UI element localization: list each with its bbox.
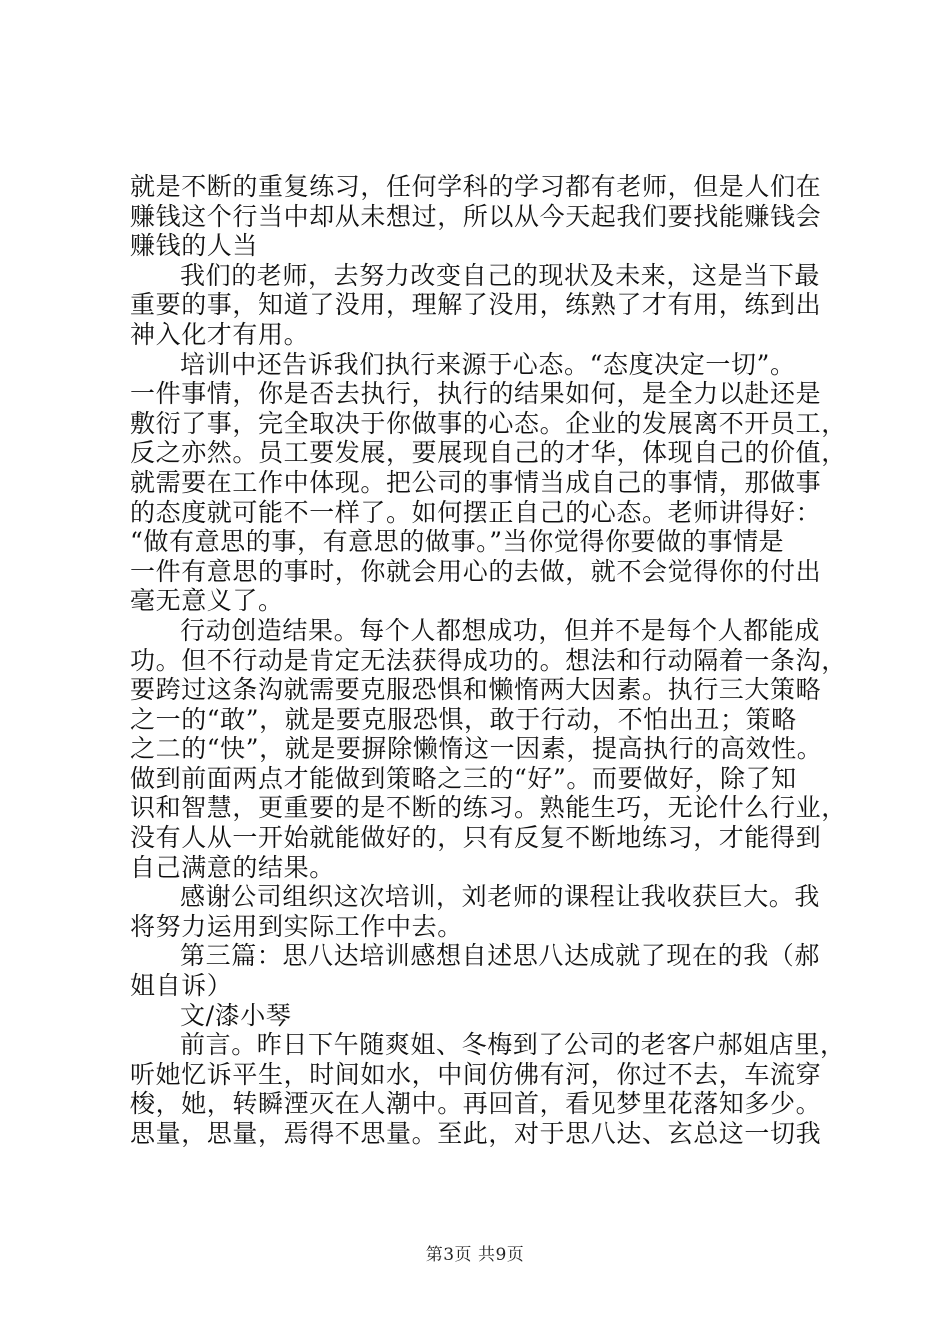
page-footer — [0, 1244, 950, 1266]
paragraph — [130, 349, 847, 616]
paragraph — [130, 941, 830, 1000]
document-body — [130, 172, 847, 1149]
text-line: 毫无意义了。 — [130, 586, 284, 616]
text-line: 梭，她，转瞬湮灭在人潮中。再回首，看见梦里花落知多少。 — [130, 1089, 822, 1119]
text-line: 没有人从一开始就能做好的，只有反复不断地练习，才能得到 — [130, 823, 822, 853]
text-line: 的态度就可能不一样了。如何摆正自己的心态。老师讲得好： — [130, 497, 822, 527]
text-line: 功。但不行动是肯定无法获得成功的。想法和行动隔着一条沟， — [130, 645, 847, 675]
text-line: 敷衍了事，完全取决于你做事的心态。企业的发展离不开员工， — [130, 408, 847, 438]
text-line: 第三篇：思八达培训感想自述思八达成就了现在的我（郝 — [180, 941, 821, 971]
text-line: 培训中还告诉我们执行来源于心态。“态度决定一切”。 — [180, 349, 796, 379]
text-line: 要跨过这条沟就需要克服恐惧和懒惰两大因素。执行三大策略 — [130, 675, 822, 705]
text-line: 一件有意思的事时，你就会用心的去做，就不会觉得你的付出 — [130, 556, 822, 586]
text-line: 前言。昨日下午随爽姐、冬梅到了公司的老客户郝姐店里， — [180, 1030, 846, 1060]
paragraph — [130, 882, 830, 941]
text-line: 思量，思量，焉得不思量。至此，对于思八达、玄总这一切我 — [130, 1119, 822, 1148]
text-line: 赚钱这个行当中却从未想过，所以从今天起我们要找能赚钱会 — [130, 201, 822, 231]
paragraph — [130, 1001, 830, 1031]
text-line: 就是不断的重复练习，任何学科的学习都有老师，但是人们在 — [130, 172, 822, 201]
text-line: 行动创造结果。每个人都想成功，但并不是每个人都能成 — [180, 615, 821, 645]
page-number-label: 第3页 共9页 — [425, 1245, 525, 1265]
text-line: 我们的老师，去努力改变自己的现状及未来，这是当下最 — [180, 260, 821, 290]
text-line: 重要的事，知道了没用，理解了没用，练熟了才有用，练到出 — [130, 290, 822, 320]
text-line: 听她忆诉平生，时间如水，中间仿佛有河，你过不去，车流穿 — [130, 1059, 822, 1089]
text-line: 之二的“快”，就是要摒除懒惰这一因素，提高执行的高效性。 — [130, 734, 823, 764]
text-line: 将努力运用到实际工作中去。 — [130, 911, 463, 941]
paragraph — [130, 172, 830, 261]
text-line: 赚钱的人当 — [130, 231, 259, 261]
text-line: 神入化才有用。 — [130, 319, 310, 349]
text-line: 就需要在工作中体现。把公司的事情当成自己的事情，那做事 — [130, 467, 822, 497]
text-line: 姐自诉） — [130, 971, 233, 1001]
text-line: “做有意思的事，有意思的做事。”当你觉得你要做的事情是 — [130, 527, 785, 557]
paragraph — [130, 261, 830, 350]
paragraph — [130, 1030, 846, 1148]
text-line: 一件事情，你是否去执行，执行的结果如何，是全力以赴还是 — [130, 379, 822, 409]
text-line: 自己满意的结果。 — [130, 852, 335, 882]
text-line: 做到前面两点才能做到策略之三的“好”。而要做好，除了知 — [130, 763, 797, 793]
text-line: 反之亦然。员工要发展，要展现自己的才华，体现自己的价值， — [130, 438, 847, 468]
paragraph — [130, 615, 847, 882]
text-line: 之一的“敢”，就是要克服恐惧，敢于行动，不怕出丑；策略 — [130, 704, 797, 734]
text-line: 识和智慧，更重要的是不断的练习。熟能生巧，无论什么行业， — [130, 793, 847, 823]
text-line: 文/漆小琴 — [180, 1000, 292, 1030]
text-line: 感谢公司组织这次培训，刘老师的课程让我收获巨大。我 — [180, 882, 821, 912]
